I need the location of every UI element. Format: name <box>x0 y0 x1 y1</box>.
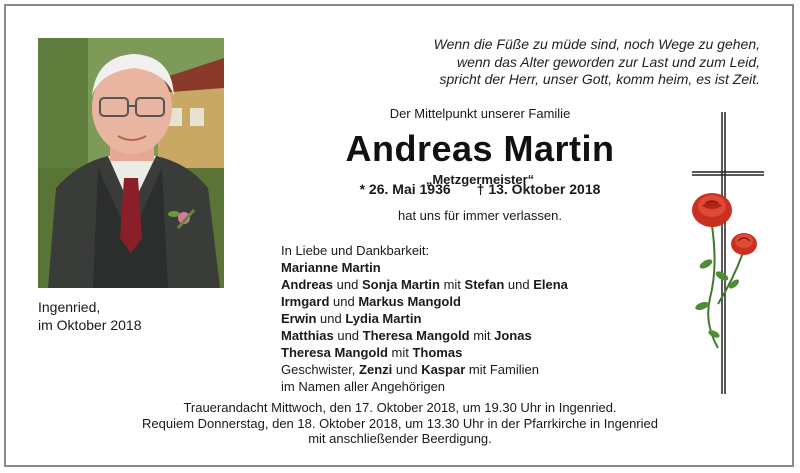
family-connector: mit <box>387 345 413 360</box>
footer-line: Trauerandacht Mittwoch, den 17. Oktober 2018, um 19.30 Uhr in Ingenried. <box>183 400 617 415</box>
family-connector: und <box>316 311 346 326</box>
intro-text: Der Mittelpunkt unserer Familie <box>389 106 571 121</box>
family-name: Jonas <box>494 328 532 343</box>
death-date: † 13. Oktober 2018 <box>476 181 601 197</box>
cross-with-roses-icon <box>688 108 768 398</box>
family-name: Kaspar <box>421 362 466 377</box>
family-connector: im Namen aller Angehörigen <box>281 379 446 394</box>
family-row <box>281 378 568 395</box>
poem <box>380 36 760 89</box>
poem-line: Wenn die Füße zu müde sind, noch Wege zu gehen, <box>433 36 760 52</box>
family-connector: und <box>392 362 422 377</box>
portrait-photo <box>38 38 224 288</box>
family-row <box>281 361 568 378</box>
place-and-date <box>38 298 142 334</box>
family-connector: und <box>329 294 359 309</box>
family-row <box>281 310 568 327</box>
family-connector: mit <box>439 277 465 292</box>
birth-date: * 26. Mai 1936 <box>359 181 451 197</box>
family-name: Marianne Martin <box>281 260 381 275</box>
deceased-name: Andreas Martin <box>345 128 615 169</box>
family-name: Andreas <box>281 277 334 292</box>
place-line-2: im Oktober 2018 <box>38 317 142 333</box>
family-name: Zenzi <box>359 362 393 377</box>
family-name: Lydia Martin <box>345 311 422 326</box>
family-row <box>281 276 568 293</box>
footer-line: mit anschließender Beerdigung. <box>308 431 492 446</box>
family-connector: mit Familien <box>465 362 539 377</box>
family-name: Markus Mangold <box>358 294 461 309</box>
family-name: Erwin <box>281 311 317 326</box>
poem-line: spricht der Herr, unser Gott, komm heim, es ist Zeit. <box>439 71 760 87</box>
place-line-1: Ingenried, <box>38 299 101 315</box>
family-connector: und <box>333 328 363 343</box>
life-dates <box>330 181 630 197</box>
family-name: Matthias <box>281 328 334 343</box>
service-info <box>100 400 700 447</box>
family-name: Stefan <box>464 277 505 292</box>
family-connector: mit <box>469 328 495 343</box>
occupation: „Metzgermeister“ <box>425 172 535 187</box>
footer-line: Requiem Donnerstag, den 18. Oktober 2018, um 13.30 Uhr in der Pfarrkirche in Ingenried <box>142 415 658 431</box>
family-name: Elena <box>533 277 568 292</box>
family-name: Theresa Mangold <box>362 328 470 343</box>
passing-text: hat uns für immer verlassen. <box>397 208 562 223</box>
poem-line: wenn das Alter geworden zur Last und zum Leid, <box>457 53 760 70</box>
rose-icon <box>692 193 732 227</box>
family-heading: In Liebe und Dankbarkeit: <box>281 243 430 258</box>
family-name: Thomas <box>412 345 463 360</box>
family-connector: Geschwister, <box>281 362 360 377</box>
family-connector: und <box>333 277 362 292</box>
family-row <box>281 293 568 310</box>
rose-icon <box>731 233 757 255</box>
family-list <box>281 242 568 395</box>
family-name: Irmgard <box>281 294 330 309</box>
family-row <box>281 259 568 276</box>
family-connector: und <box>504 277 534 292</box>
family-name: Theresa Mangold <box>281 345 388 360</box>
family-row <box>281 344 568 361</box>
family-row <box>281 327 568 344</box>
family-name: Sonja Martin <box>361 277 440 292</box>
